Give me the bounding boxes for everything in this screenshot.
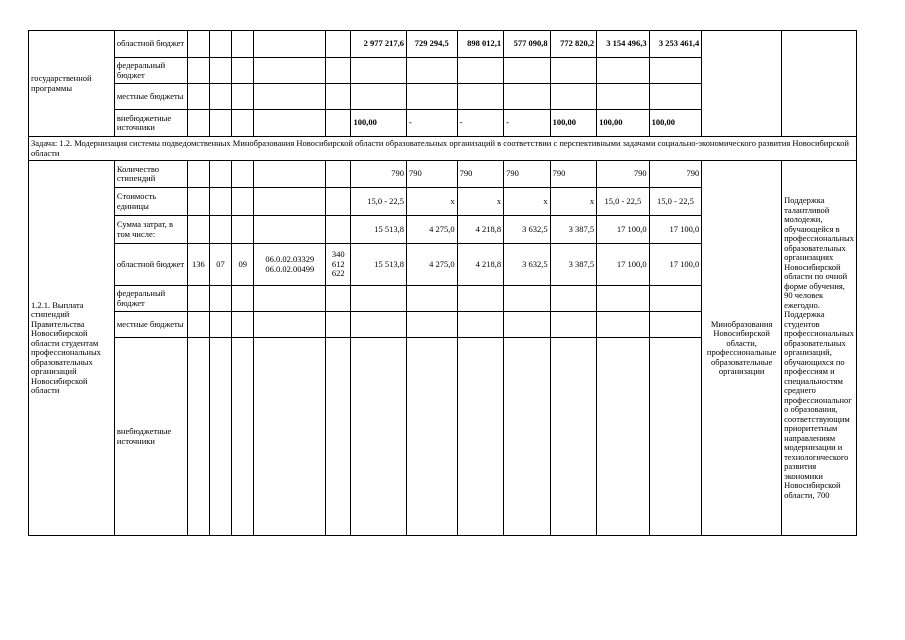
expense-type-codes: [326, 244, 351, 286]
value-cell: 3 632,5: [504, 244, 551, 286]
value-cell: 790: [407, 161, 458, 188]
source-label: Количество стипендий: [114, 161, 187, 188]
value-cell: x: [504, 188, 551, 216]
value-cell: 15,0 - 22,5: [649, 188, 702, 216]
item-name: 1.2.1. Выплата стипендий Правительства Новосибирской области студентам профессиональных образовательных организаций Новосибирской области: [29, 161, 115, 536]
source-label: областной бюджет: [114, 31, 187, 58]
target-article-code: 06.0.02.03329: [265, 254, 315, 264]
target-article-code: 06.0.02.00499: [265, 263, 315, 274]
table-row: [29, 31, 857, 58]
source-label: Стоимость единицы: [114, 188, 187, 216]
value-cell: 4 275,0: [407, 244, 458, 286]
program-table-fragment: [28, 30, 857, 536]
value-cell: 3 154 496,3: [597, 31, 650, 58]
expected-result: Поддержка талантливой молодежи, обучающейся в профессиональных образовательных организациях Новосибирской области по очной форме обучения, 90 человек ежегодно. Поддержка студентов профессиональных образовательных организаций, обучающихся по профессиям и специальностям среднего профессионального образования, соответствующим приоритетным направлениям модернизации и технологического развития экономики Новосибирской области, 700: [782, 161, 857, 536]
value-cell: 3 253 461,4: [649, 31, 702, 58]
expense-type-code: 612: [331, 258, 345, 269]
grbs-code: 136: [187, 244, 209, 286]
value-cell: 100,00: [649, 110, 702, 137]
executor-cell: Минобразования Новосибирской области, профессиональные образовательные организации: [702, 161, 782, 536]
value-cell: x: [457, 188, 504, 216]
value-cell: 790: [649, 161, 702, 188]
value-cell: -: [457, 110, 504, 137]
value-cell: 17 100,0: [597, 244, 650, 286]
value-cell: 772 820,2: [550, 31, 597, 58]
value-cell: 100,00: [597, 110, 650, 137]
value-cell: 4 275,0: [407, 216, 458, 244]
value-cell: 790: [550, 161, 597, 188]
source-label: местные бюджеты: [114, 312, 187, 338]
table-row: [29, 161, 857, 188]
value-cell: 729 294,5: [407, 31, 458, 58]
value-cell: 17 100,0: [649, 216, 702, 244]
value-cell: 15,0 - 22,5: [597, 188, 650, 216]
expense-type-code: 622: [331, 268, 345, 279]
value-cell: 577 090,8: [504, 31, 551, 58]
source-label: федеральный бюджет: [114, 58, 187, 84]
value-cell: 790: [351, 161, 407, 188]
source-label: Сумма затрат, в том числе:: [114, 216, 187, 244]
value-cell: 15 513,8: [351, 244, 407, 286]
source-label: местные бюджеты: [114, 84, 187, 110]
value-cell: 790: [457, 161, 504, 188]
value-cell: 17 100,0: [597, 216, 650, 244]
value-cell: 15 513,8: [351, 216, 407, 244]
financing-table: [28, 30, 857, 536]
table-row: [29, 137, 857, 161]
section-code: 07: [209, 244, 231, 286]
value-cell: 100,00: [351, 110, 407, 137]
value-cell: 790: [597, 161, 650, 188]
value-cell: 3 387,5: [550, 216, 597, 244]
subsection-code: 09: [232, 244, 254, 286]
program-label: государственной программы: [29, 31, 115, 137]
value-cell: 15,0 - 22,5: [351, 188, 407, 216]
value-cell: x: [550, 188, 597, 216]
task-heading: Задача: 1.2. Модернизация системы подведомственных Минобразования Новосибирской области образовательных организаций в соответствии с перспективными задачами социально-экономического развития Новосибирской области: [29, 137, 857, 161]
value-cell: 100,00: [550, 110, 597, 137]
expense-type-code: 340: [331, 249, 345, 260]
source-label: областной бюджет: [114, 244, 187, 286]
source-label: внебюджетные источники: [114, 338, 187, 536]
source-label: внебюджетные источники: [114, 110, 187, 137]
value-cell: 3 632,5: [504, 216, 551, 244]
value-cell: 17 100,0: [649, 244, 702, 286]
value-cell: 3 387,5: [550, 244, 597, 286]
source-label: федеральный бюджет: [114, 286, 187, 312]
target-article-codes: [254, 244, 326, 286]
value-cell: 790: [504, 161, 551, 188]
value-cell: 4 218,8: [457, 244, 504, 286]
value-cell: -: [407, 110, 458, 137]
value-cell: 2 977 217,6: [351, 31, 407, 58]
value-cell: 4 218,8: [457, 216, 504, 244]
value-cell: 898 012,1: [457, 31, 504, 58]
value-cell: x: [407, 188, 458, 216]
value-cell: -: [504, 110, 551, 137]
